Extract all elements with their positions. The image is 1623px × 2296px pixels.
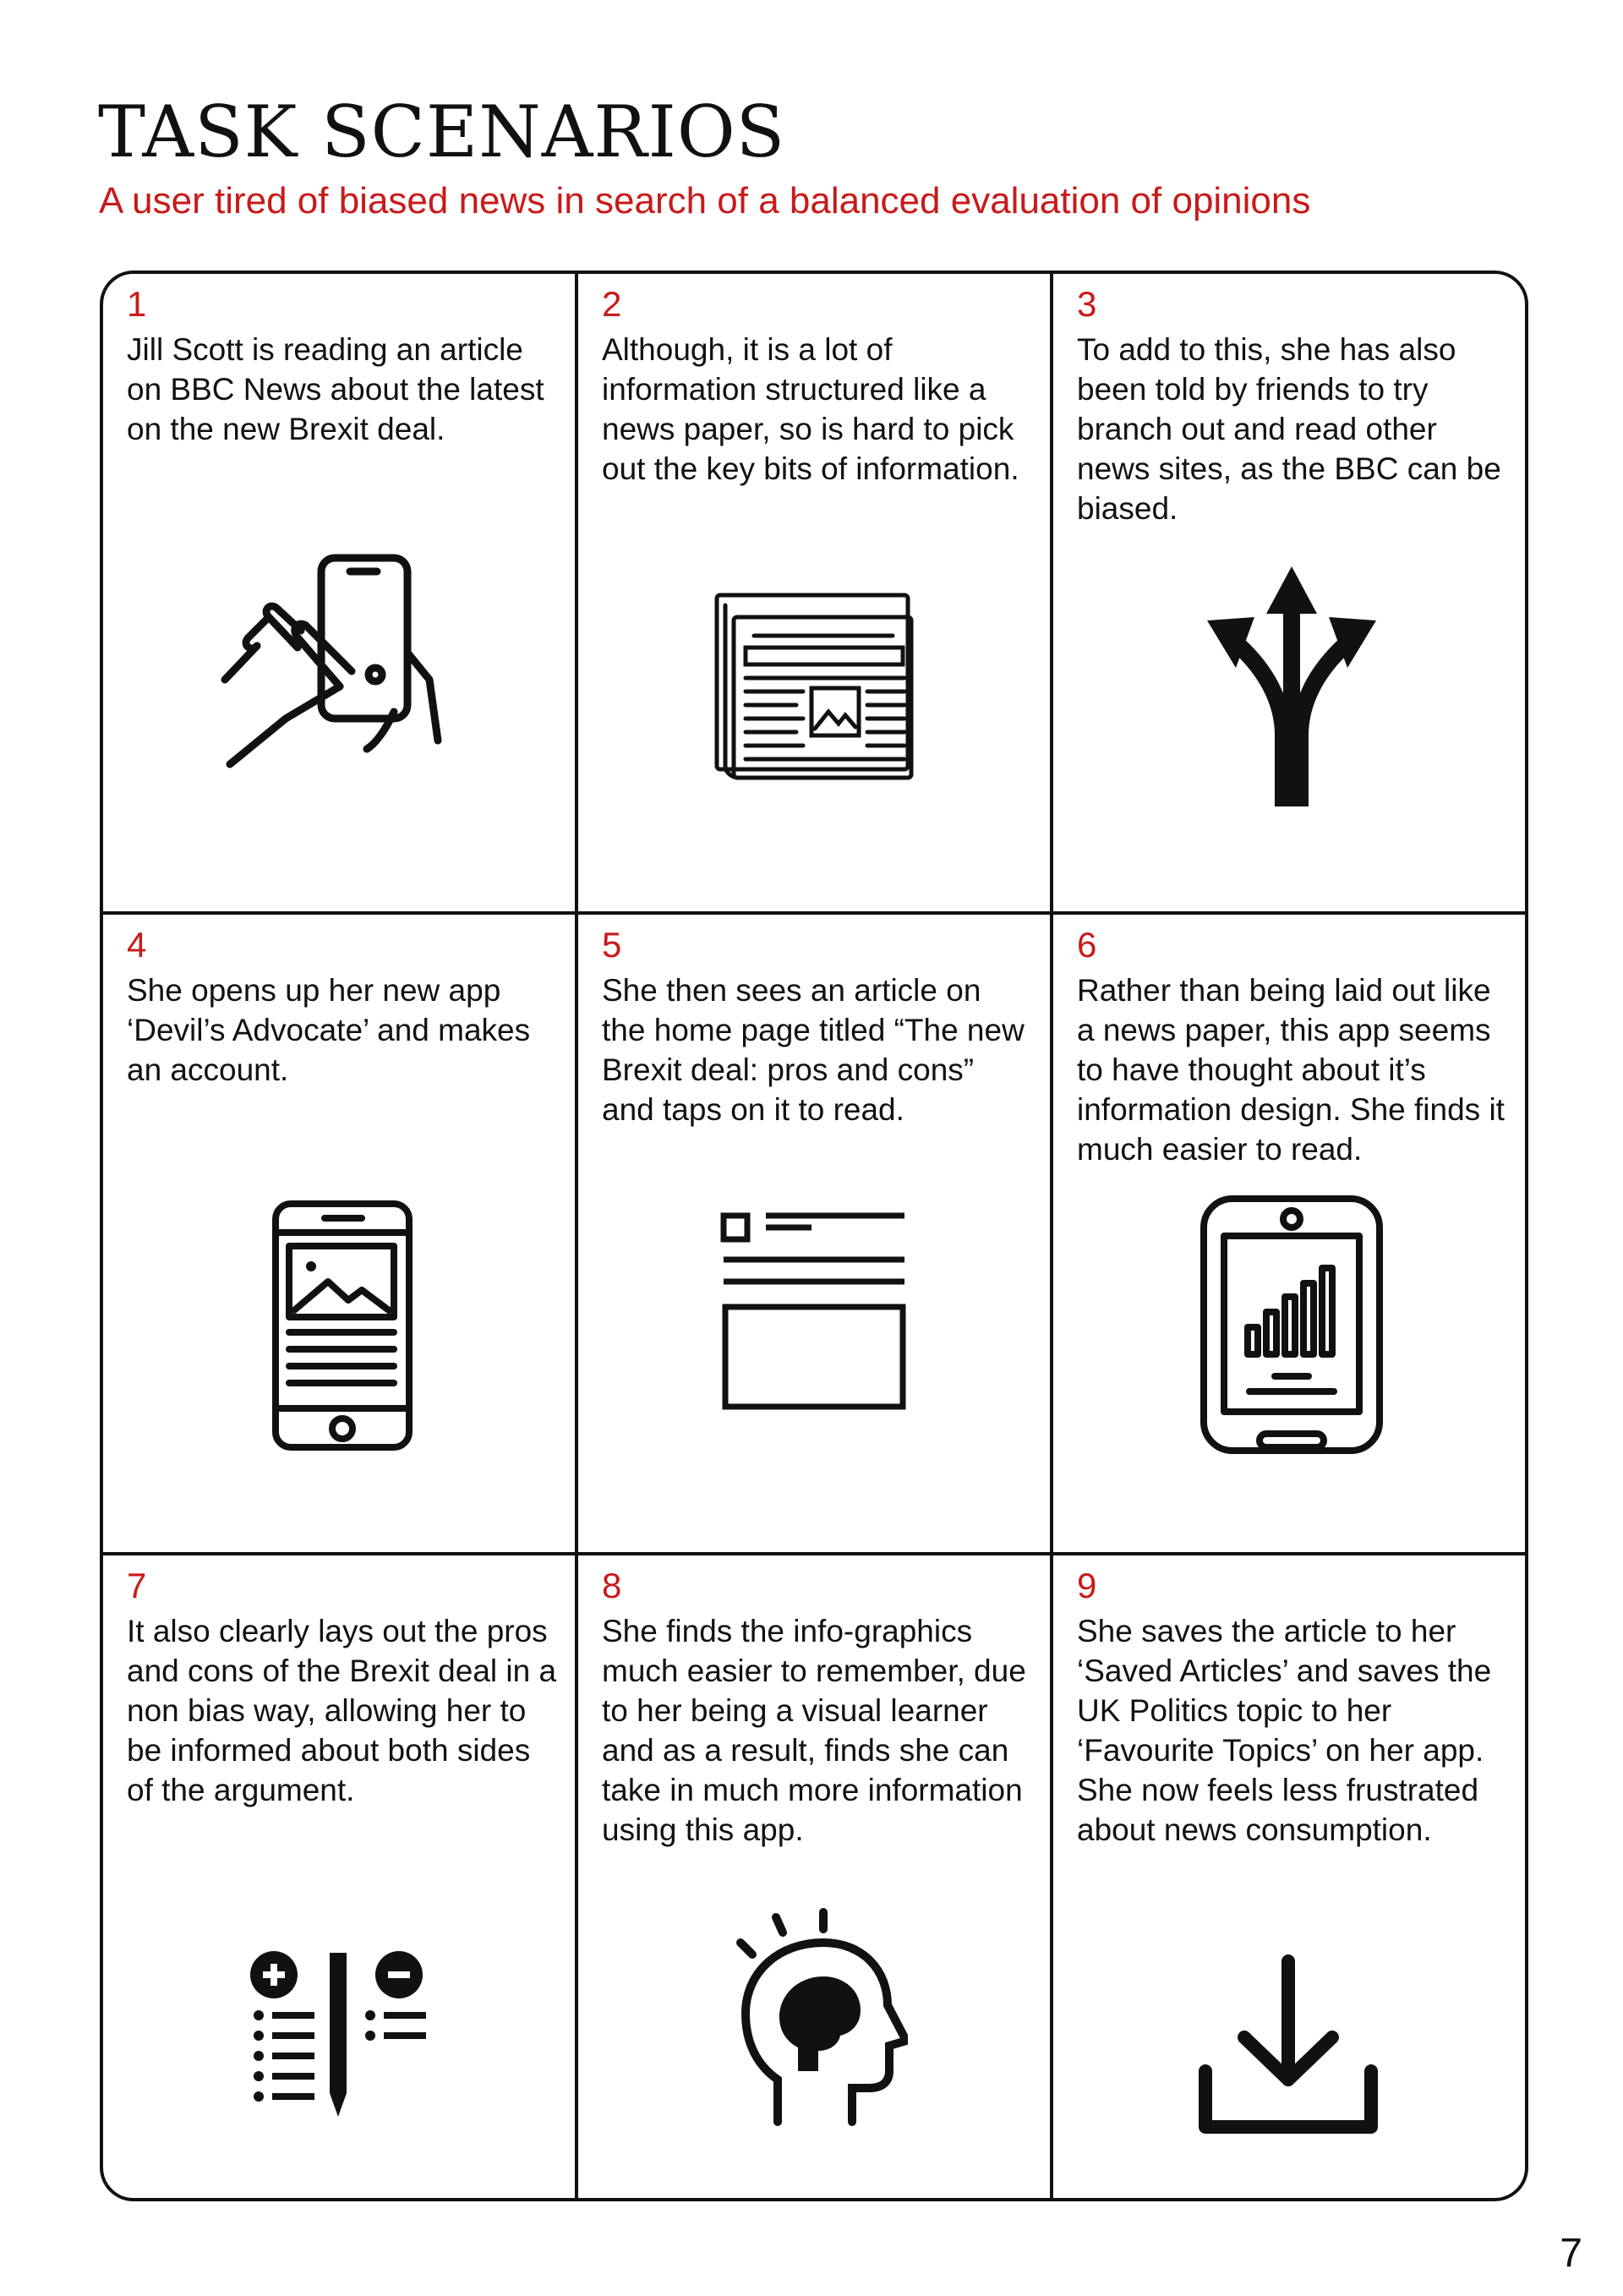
page-number: 7	[1560, 2231, 1582, 2276]
newspaper-icon	[712, 587, 920, 781]
scenario-number: 9	[1077, 1566, 1097, 1605]
scenario-number: 8	[602, 1566, 622, 1605]
scenario-card-9	[1053, 1555, 1525, 2198]
scenario-text: She finds the info-graphics much easier to remember, due to her being a visual learner and as a result, finds she can take in much more information using this app.	[602, 1614, 1026, 1847]
scenario-number: 6	[1077, 925, 1097, 965]
scenario-grid	[100, 271, 1528, 2201]
scenario-number: 4	[127, 925, 147, 965]
scenario-text: Rather than being laid out like a news paper, this app seems to have thought about it’s information design. She finds it much easier to read.	[1077, 973, 1505, 1167]
scenario-card-2	[578, 274, 1053, 915]
scenario-text: To add to this, she has also been told by friends to try branch out and read other news sites, as the BBC can be biased.	[1077, 332, 1501, 526]
scenario-number: 3	[1077, 284, 1097, 324]
hand-holding-phone-icon	[216, 553, 453, 773]
three-way-arrow-icon	[1199, 561, 1385, 815]
scenario-number: 7	[127, 1566, 147, 1605]
scenario-card-4	[103, 915, 578, 1555]
scenario-number: 5	[602, 925, 622, 965]
scenario-card-3	[1053, 274, 1525, 915]
scenario-card-8	[578, 1555, 1053, 2198]
scenario-card-5	[578, 915, 1053, 1555]
scenario-text: She saves the article to her ‘Saved Articles’ and saves the UK Politics topic to her ‘Favourite Topics’ on her app. She now feels less frustrated about news consumption.	[1077, 1614, 1492, 1847]
head-brain-idea-icon	[730, 1905, 908, 2134]
scenario-text: She opens up her new app ‘Devil’s Advocate’ and makes an account.	[127, 973, 531, 1087]
scenario-text: Jill Scott is reading an article on BBC News about the latest on the new Brexit deal.	[127, 332, 544, 446]
scenario-number: 2	[602, 284, 622, 324]
scenario-card-6	[1053, 915, 1525, 1555]
scenario-text: It also clearly lays out the pros and cons of the Brexit deal in a non bias way, allowing her to be informed about both sides of the argument.	[127, 1614, 557, 1807]
page-title: TASK SCENARIOS	[98, 90, 786, 173]
page-subtitle: A user tired of biased news in search of a balanced evaluation of opinions	[99, 180, 1311, 221]
smartphone-article-icon	[270, 1199, 414, 1452]
scenario-card-1	[103, 274, 578, 915]
article-layout-icon	[719, 1211, 910, 1413]
scenario-number: 1	[127, 284, 147, 324]
download-icon	[1199, 1953, 1385, 2139]
scenario-card-7	[103, 1555, 578, 2198]
tablet-chart-icon	[1199, 1194, 1385, 1456]
scenario-text: Although, it is a lot of information structured like a news paper, so is hard to pick out the key bits of information.	[602, 332, 1019, 486]
scenario-text: She then sees an article on the home page titled “The new Brexit deal: pros and cons” and taps on it to read.	[602, 973, 1025, 1127]
pros-cons-list-icon	[249, 1948, 434, 2125]
